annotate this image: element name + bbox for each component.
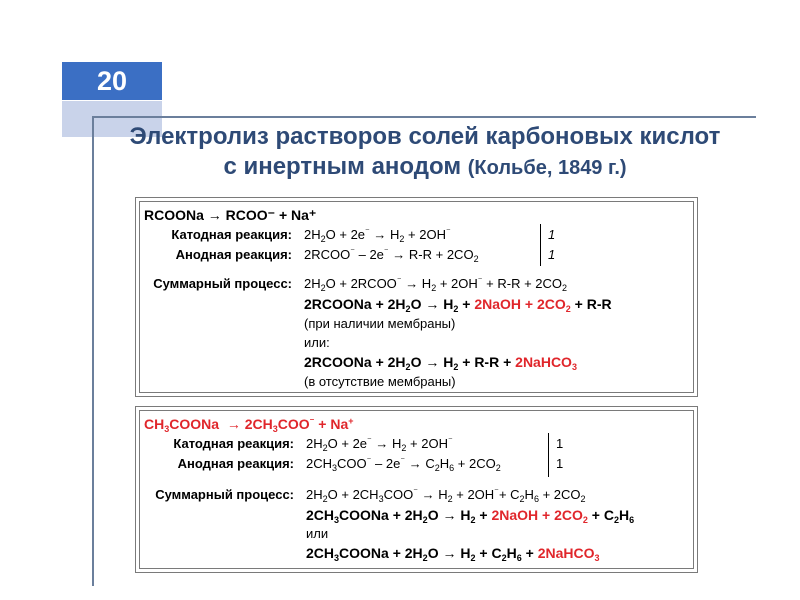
rcoona-cathode-coef: 1 (548, 227, 556, 242)
page-title (94, 122, 756, 183)
ch3coona-coef-separator (548, 433, 549, 477)
slide-number-badge: 20 (62, 62, 162, 100)
ch3coona-cathode-label: Катодная реакция: (173, 436, 294, 451)
rcoona-dissociation: RCOONa → RCOO⁻ + Na⁺ (144, 207, 317, 223)
ch3coona-molecular-with-membrane: $2CH_3COONa + 2H_2O \to H_2$ + 2NaOH + $2CO_2 + C_2H_6$ (306, 507, 635, 525)
ch3coona-summary-ionic: $2H_2O + 2CH_3COO^{^-} \to H_2 + 2OH^{^-}+ C_2H_6 + 2CO_2$ (306, 486, 586, 504)
ch3coona-molecular-no-membrane: $2CH_3COONa + 2H_2O \to H_2 + C_2H_6$ + 2NaHCO$_3$ (306, 545, 600, 563)
rcoona-anode-equation: 2RCOO⁻ – $2e^{^-} \to R-R + 2CO_2$ (304, 246, 479, 264)
rcoona-anode-coef: 1 (548, 247, 556, 262)
ch3coona-box (135, 406, 698, 573)
rcoona-anode-label: Анодная реакция: (175, 247, 292, 262)
title-line-1: Электролиз растворов солей карбоновых кислот (129, 123, 721, 150)
rcoona-molecular-no-membrane: 2RCOONa + $2H_2O \to H_2 + R-R$ + 2NaHCO$_3$ (304, 354, 577, 372)
title-line-2-note: (Кольбе, 1849 г.) (467, 157, 627, 179)
rcoona-or: или: (304, 335, 330, 350)
ch3coona-anode-coef: 1 (556, 456, 564, 471)
ch3coona-cathode-equation: $2H_2O + 2e^{^-} \to H_2 + 2OH^{^-}$ (306, 435, 453, 453)
rcoona-note-membrane: (при наличии мембраны) (304, 316, 456, 331)
rcoona-molecular-with-membrane: 2RCOONa + $2H_2O \to H_2$ + 2NaOH + $2CO_2 + R-R$ (304, 296, 612, 314)
rcoona-coef-separator (540, 224, 541, 266)
ch3coona-summary-label: Суммарный процесс: (155, 487, 294, 502)
ch3coona-or: или (306, 526, 329, 541)
top-divider (92, 116, 756, 118)
rcoona-summary-ionic: $2H_2O$ + 2RCOO⁻ → $H_2 + 2OH^{^-} + R-R + 2CO_2$ (304, 275, 568, 293)
title-line-2 (94, 152, 756, 183)
rcoona-summary-label: Суммарный процесс: (153, 276, 292, 291)
ch3coona-dissociation: $CH_3COONa \to 2CH_3COO^{^-} + Na^+$ (144, 416, 354, 434)
rcoona-cathode-label: Катодная реакция: (171, 227, 292, 242)
rcoona-cathode-equation: $2H_2O + 2e^{^-} \to H_2 + 2OH^{^-}$ (304, 226, 451, 244)
title-line-2-main: с инертным анодом (223, 153, 462, 180)
ch3coona-cathode-coef: 1 (556, 436, 564, 451)
ch3coona-anode-equation: $2CH_3COO^{^-} - 2e^{^-} \to C_2H_6 + 2CO_2$ (306, 455, 501, 473)
rcoona-box (135, 197, 698, 397)
ch3coona-anode-label: Анодная реакция: (177, 456, 294, 471)
rcoona-note-no-membrane: (в отсутствие мембраны) (304, 374, 456, 389)
left-divider (92, 116, 94, 586)
